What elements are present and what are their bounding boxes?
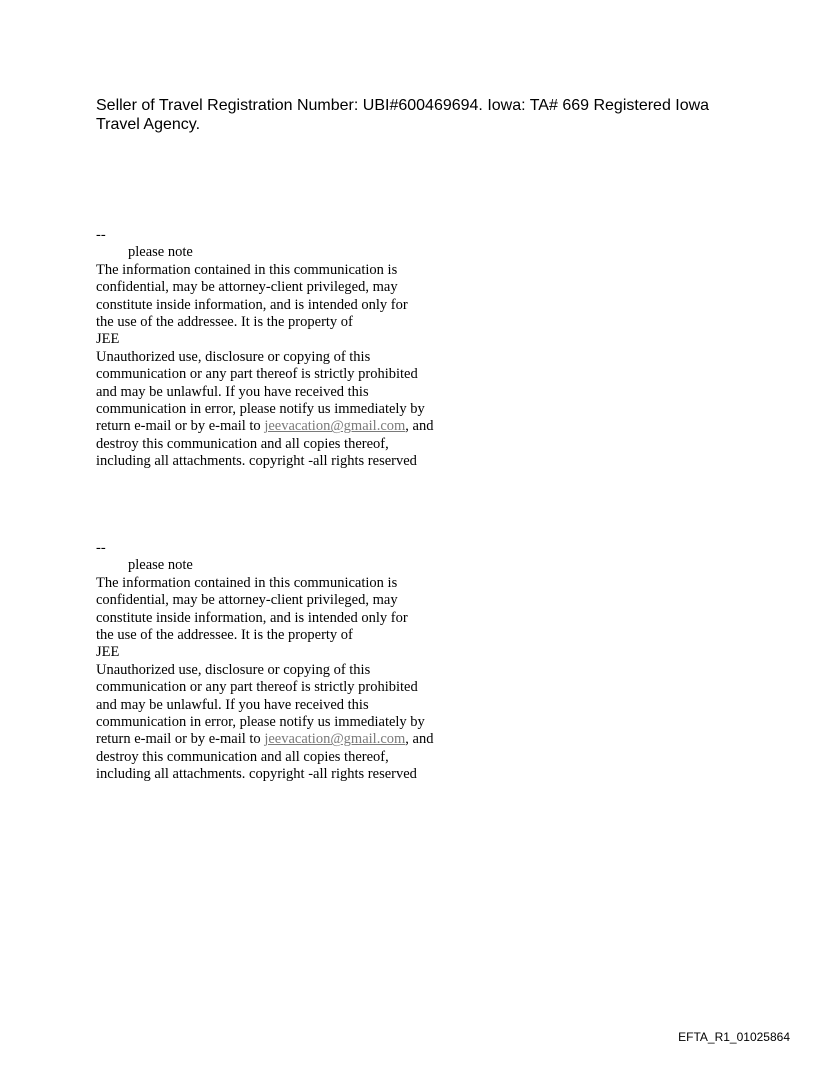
disclaimer-line: The information contained in this communication is — [96, 574, 398, 591]
email-link[interactable]: jeevacation@gmail.com — [264, 418, 406, 435]
signature-separator: -- — [96, 540, 106, 556]
disclaimer-line: the use of the addressee. It is the property of — [96, 314, 353, 331]
disclaimer-block — [96, 540, 496, 784]
disclaimer-line: and may be unlawful. If you have received this — [96, 383, 369, 400]
disclaimer-line: and may be unlawful. If you have received this — [96, 696, 369, 713]
disclaimer-text: return e-mail or by e-mail to — [96, 731, 265, 748]
disclaimer-line: destroy this communication and all copies thereof, — [96, 748, 389, 765]
disclaimer-line: communication or any part thereof is strictly prohibited — [96, 679, 418, 696]
disclaimer-line: the use of the addressee. It is the property of — [96, 627, 353, 644]
disclaimer-line: communication or any part thereof is strictly prohibited — [96, 366, 418, 383]
disclaimer-line: communication in error, please notify us immediately by — [96, 401, 425, 418]
disclaimer-text: , and — [405, 731, 434, 748]
disclaimer-line: constitute inside information, and is intended only for — [96, 609, 408, 626]
disclaimer-line: Unauthorized use, disclosure or copying of this — [96, 661, 371, 678]
disclaimer-line: destroy this communication and all copies thereof, — [96, 435, 389, 452]
disclaimer-block — [96, 227, 496, 471]
disclaimer-text: , and — [405, 418, 434, 435]
please-note-label: please note — [128, 557, 193, 574]
disclaimer-line: JEE — [96, 644, 120, 661]
disclaimer-line: including all attachments. copyright -all rights reserved — [96, 766, 417, 783]
disclaimer-line: confidential, may be attorney-client privileged, may — [96, 279, 398, 296]
disclaimer-line: JEE — [96, 331, 120, 348]
disclaimer-line-with-email — [96, 731, 496, 748]
disclaimer-line: constitute inside information, and is intended only for — [96, 296, 408, 313]
disclaimer-line-with-email — [96, 418, 496, 435]
disclaimer-line: The information contained in this communication is — [96, 261, 398, 278]
email-link[interactable]: jeevacation@gmail.com — [264, 731, 406, 748]
disclaimer-line: Unauthorized use, disclosure or copying of this — [96, 348, 371, 365]
disclaimer-line: communication in error, please notify us immediately by — [96, 714, 425, 731]
seller-registration-text: Seller of Travel Registration Number: UBI#600469694. Iowa: TA# 669 Registered Iowa Travel Agency. — [96, 97, 710, 133]
signature-separator: -- — [96, 227, 106, 243]
please-note-label: please note — [128, 244, 193, 261]
disclaimer-line: confidential, may be attorney-client privileged, may — [96, 592, 398, 609]
disclaimer-text: return e-mail or by e-mail to — [96, 418, 265, 435]
document-id-stamp: EFTA_R1_01025864 — [678, 1030, 790, 1044]
disclaimer-line: including all attachments. copyright -all rights reserved — [96, 453, 417, 470]
